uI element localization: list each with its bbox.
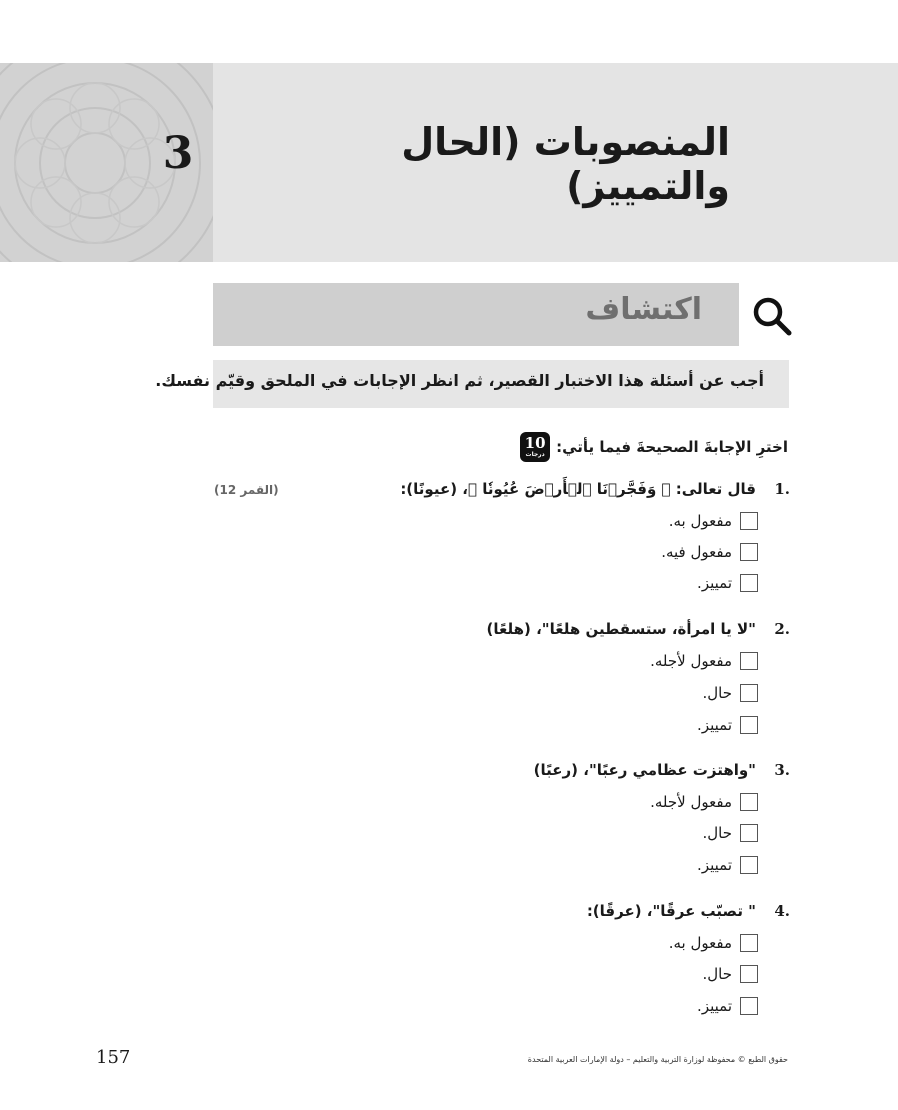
- option-2-1[interactable]: [650, 652, 758, 670]
- option-label: حال.: [702, 684, 732, 702]
- score-number: 10: [524, 434, 546, 452]
- prompt-line: [520, 432, 788, 462]
- option-label: مفعول به.: [668, 512, 732, 530]
- prompt-text: اخترِ الإجابةَ الصحيحةَ فيما يأتي:: [556, 438, 788, 456]
- checkbox[interactable]: [740, 512, 758, 530]
- option-label: تمييز.: [697, 716, 732, 734]
- option-4-1[interactable]: [669, 934, 758, 952]
- instruction-text: أجب عن أسئلة هذا الاختبار القصير، ثم انظر الإجابات في الملحق وقيّم نفسك.: [155, 371, 764, 390]
- checkbox[interactable]: [740, 543, 758, 561]
- page-number: 157: [96, 1047, 131, 1068]
- option-label: تمييز.: [697, 574, 732, 592]
- question-number: .4: [774, 902, 790, 920]
- option-3-1[interactable]: [650, 793, 758, 811]
- option-label: مفعول لأجله.: [650, 793, 732, 811]
- score-badge: [520, 432, 550, 462]
- option-4-3[interactable]: [697, 997, 758, 1015]
- option-3-3[interactable]: [697, 856, 758, 874]
- checkbox[interactable]: [740, 997, 758, 1015]
- option-1-3[interactable]: [697, 574, 758, 592]
- question-text: " تصبّب عرقًا"، (عرقًا):: [586, 902, 756, 920]
- chapter-title: المنصوبات (الحال والتمييز): [401, 120, 730, 208]
- question-number: .3: [774, 761, 790, 779]
- score-unit: درجات: [525, 451, 545, 458]
- checkbox[interactable]: [740, 965, 758, 983]
- option-label: مفعول فيه.: [661, 543, 732, 561]
- copyright-footer: حقوق الطبع © محفوظة لوزارة التربية والتعليم – دولة الإمارات العربية المتحدة: [527, 1055, 788, 1064]
- question-text: "لا يا امرأة، ستسقطين هلعًا"، (هلعًا): [486, 620, 756, 638]
- checkbox[interactable]: [740, 856, 758, 874]
- checkbox[interactable]: [740, 716, 758, 734]
- option-label: مفعول لأجله.: [650, 652, 732, 670]
- option-2-2[interactable]: [702, 684, 758, 702]
- question-2: [487, 620, 790, 638]
- question-1: [400, 480, 790, 498]
- option-label: حال.: [702, 824, 732, 842]
- question-text: قال تعالى: ﴿ وَفَجَّرۡنَا ٱلۡأَرۡضَ عُيُونٗا ﴾، (عيونًا):: [400, 480, 756, 498]
- checkbox[interactable]: [740, 574, 758, 592]
- section-label: اكتشاف: [585, 292, 702, 327]
- question-number: .1: [774, 480, 790, 498]
- question-4: [587, 902, 790, 920]
- chapter-number: 3: [162, 128, 194, 179]
- checkbox[interactable]: [740, 934, 758, 952]
- option-1-1[interactable]: [669, 512, 758, 530]
- question-3: [534, 761, 790, 779]
- option-label: مفعول به.: [668, 934, 732, 952]
- question-text: "واهتزت عظامي رعبًا"، (رعبًا): [533, 761, 756, 779]
- option-label: تمييز.: [697, 997, 732, 1015]
- question-number: .2: [774, 620, 790, 638]
- option-4-2[interactable]: [702, 965, 758, 983]
- checkbox[interactable]: [740, 824, 758, 842]
- option-2-3[interactable]: [697, 716, 758, 734]
- checkbox[interactable]: [740, 652, 758, 670]
- option-1-2[interactable]: [661, 543, 758, 561]
- option-label: حال.: [702, 965, 732, 983]
- checkbox[interactable]: [740, 793, 758, 811]
- option-label: تمييز.: [697, 856, 732, 874]
- option-3-2[interactable]: [702, 824, 758, 842]
- search-icon: [750, 294, 794, 338]
- checkbox[interactable]: [740, 684, 758, 702]
- verse-reference: (القمر 12): [214, 483, 279, 497]
